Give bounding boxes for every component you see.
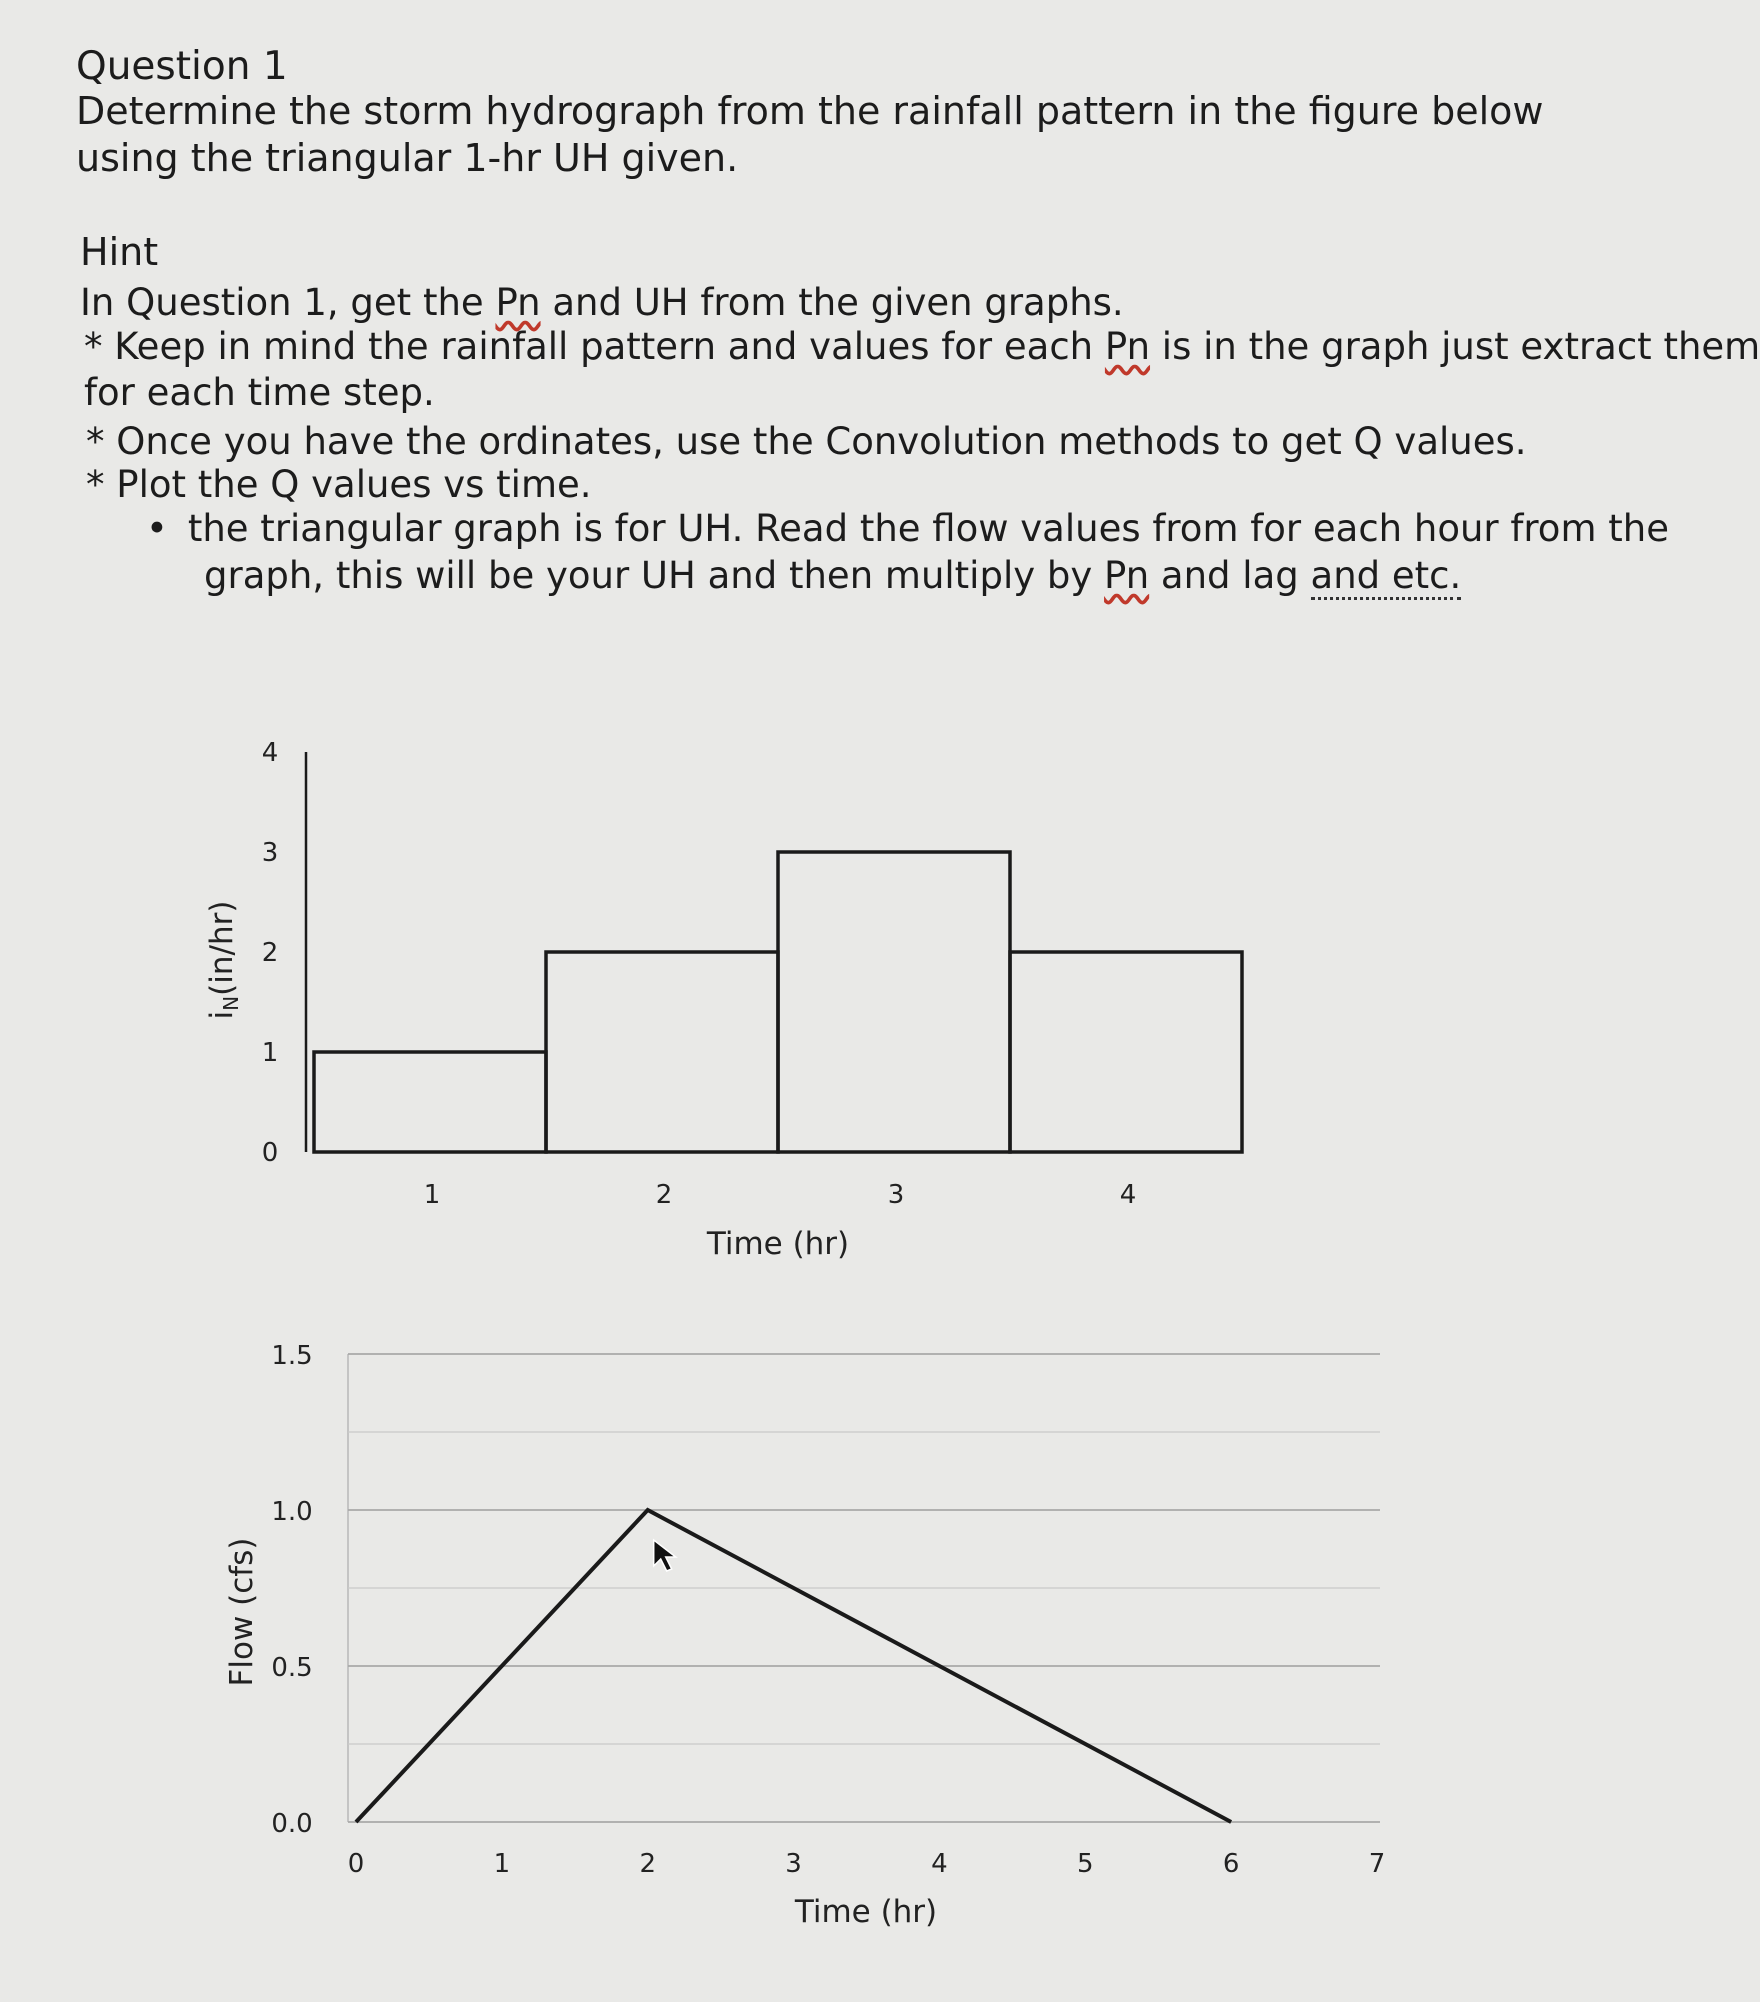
rainfall-x-tick-label: 1: [423, 1180, 441, 1210]
rainfall-bar: [546, 952, 778, 1152]
rainfall-x-axis-label: Time (hr): [706, 1226, 850, 1262]
hint-line-7-text-b: and lag: [1149, 554, 1311, 597]
uh-x-tick-label: 4: [931, 1849, 948, 1879]
uh-y-axis-label: Flow (cfs): [224, 1537, 260, 1687]
rainfall-y-tick-label: 1: [261, 1038, 279, 1068]
uh-x-tick-label: 0: [347, 1849, 365, 1879]
uh-y-tick-label: 0.5: [271, 1653, 313, 1683]
hint-title: Hint: [80, 230, 159, 274]
bullet-icon: •: [146, 507, 168, 550]
rainfall-y-tick-label: 3: [261, 838, 279, 868]
uh-x-tick-label: 7: [1368, 1849, 1386, 1879]
hint-line-1: [80, 280, 1124, 326]
uh-triangle-line: [356, 1510, 1231, 1822]
rainfall-x-tick-label: 3: [887, 1180, 905, 1210]
hint-line-2-pn: Pn: [1104, 325, 1151, 368]
uh-x-tick-label: 5: [1077, 1849, 1094, 1879]
question-title: Question 1: [76, 44, 288, 89]
hint-line-6-text: the triangular graph is for UH. Read the flow values from for each hour from the: [187, 507, 1669, 550]
hint-line-2: [84, 324, 1760, 370]
hint-line-2-text-b: is in the graph just extract them: [1150, 325, 1760, 368]
rainfall-y-tick-label: 4: [261, 738, 279, 768]
rainfall-bar: [1010, 952, 1242, 1152]
hint-line-1-text-b: and UH from the given graphs.: [540, 281, 1124, 324]
hint-line-1-pn: Pn: [495, 281, 541, 324]
uh-x-tick-label: 1: [493, 1849, 511, 1879]
hint-line-6: [146, 506, 1669, 552]
hint-line-7-text-c: and etc.: [1311, 554, 1462, 600]
hint-line-3: for each time step.: [84, 371, 435, 414]
hint-line-1-text-a: In Question 1, get the: [80, 281, 496, 324]
hint-line-2-text-a: * Keep in mind the rainfall pattern and values for each: [84, 325, 1105, 368]
rainfall-bar: [314, 1052, 546, 1152]
hint-line-5: * Plot the Q values vs time.: [86, 463, 592, 506]
uh-y-tick-label: 1.0: [271, 1497, 313, 1527]
question-body: Determine the storm hydrograph from the rainfall pattern in the figure below using the triangular 1-hr UH given.: [76, 89, 1544, 180]
uh-y-tick-label: 1.5: [271, 1341, 313, 1371]
rainfall-bar: [778, 852, 1010, 1152]
uh-x-tick-label: 6: [1222, 1849, 1240, 1879]
uh-x-axis-label: Time (hr): [794, 1894, 938, 1930]
rainfall-y-axis-label: iN(in/hr): [204, 900, 243, 1020]
rainfall-y-tick-label: 2: [261, 938, 279, 968]
uh-y-tick-label: 0.0: [271, 1809, 313, 1839]
hint-line-7-text-a: graph, this will be your UH and then multiply by: [204, 554, 1105, 597]
hint-line-4: * Once you have the ordinates, use the Convolution methods to get Q values.: [86, 420, 1527, 463]
uh-x-tick-label: 2: [639, 1849, 656, 1879]
uh-x-tick-label: 3: [785, 1849, 802, 1879]
rainfall-y-tick-label: 0: [261, 1138, 279, 1168]
mouse-cursor-icon: [654, 1540, 676, 1571]
rainfall-x-tick-label: 2: [655, 1180, 673, 1210]
hint-line-7: [204, 553, 1461, 599]
rainfall-x-tick-label: 4: [1119, 1180, 1137, 1210]
hint-line-7-pn: Pn: [1104, 554, 1150, 597]
